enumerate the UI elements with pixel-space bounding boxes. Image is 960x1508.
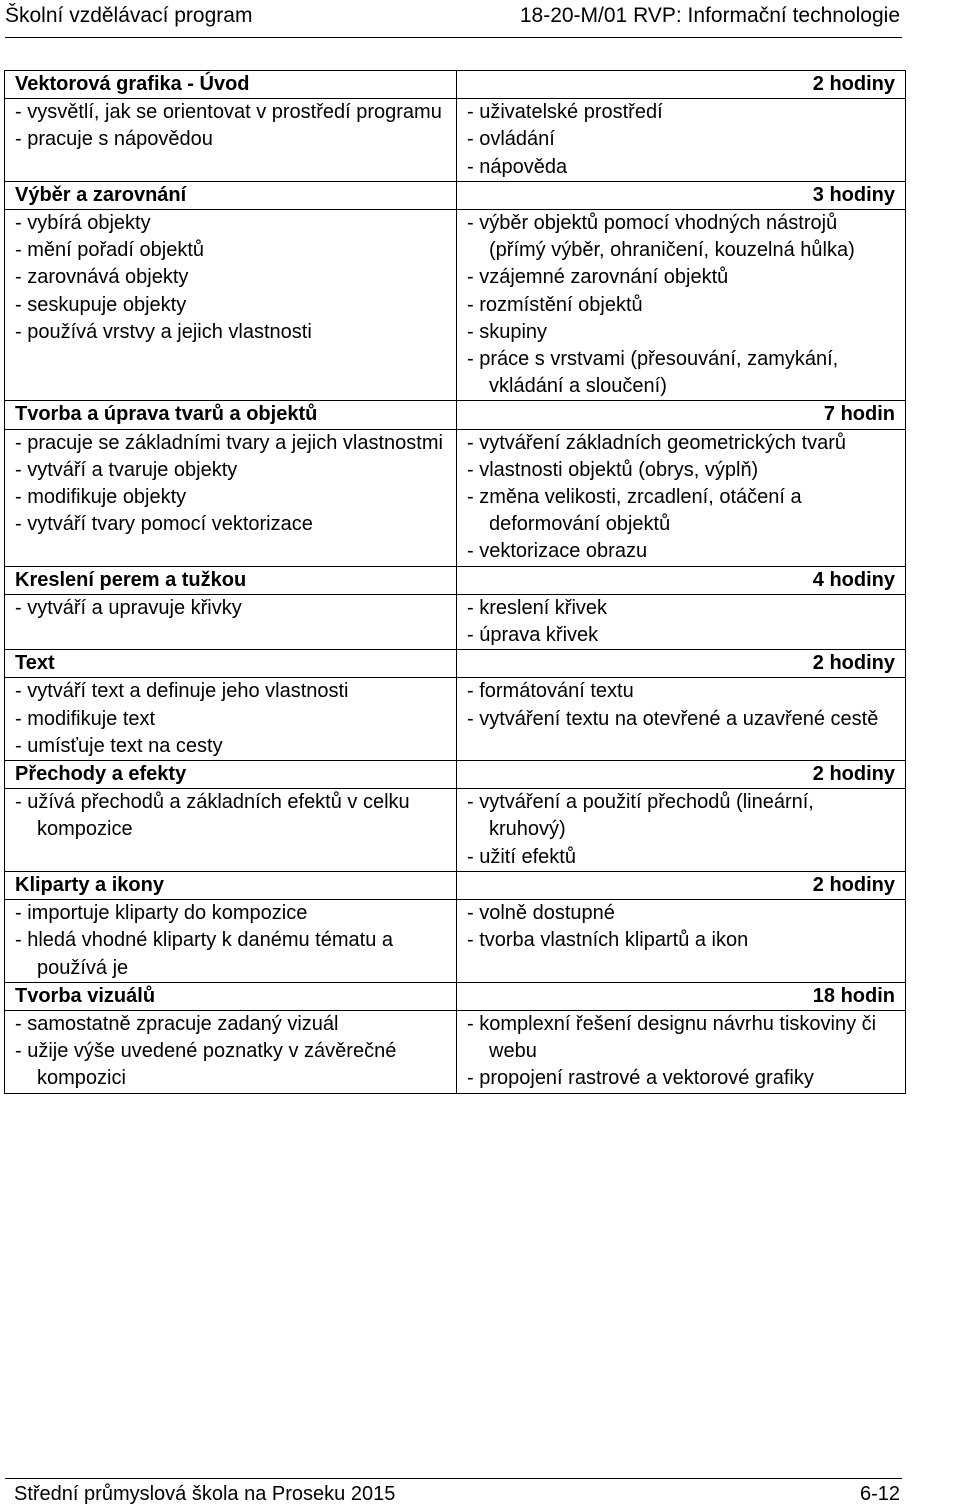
section-title: Vektorová grafika - Úvod <box>5 71 457 99</box>
content-cell <box>457 900 906 983</box>
outcomes-cell <box>5 1010 457 1093</box>
footer-page-number: 6-12 <box>859 1483 900 1505</box>
content-item: - úprava křivek <box>467 624 599 647</box>
outcomes-cell <box>5 789 457 872</box>
header-field-code: 18-20-M/01 RVP: Informační technologie <box>519 4 900 27</box>
content-cell <box>457 678 906 761</box>
section-body-row <box>5 789 906 872</box>
content-item: - vytváření základních geometrických tvarů <box>467 431 847 454</box>
outcome-item: - užije výše uvedené poznatky v závěrečné kompozici <box>15 1040 397 1090</box>
content-item: - vlastnosti objektů (obrys, výplň) <box>467 458 759 481</box>
section-body-row <box>5 99 906 182</box>
section-header-row <box>5 181 906 209</box>
content-item: - ovládání <box>467 128 555 151</box>
section-body-row <box>5 900 906 983</box>
section-body-row <box>5 429 906 566</box>
content-item: - rozmístění objektů <box>467 293 643 316</box>
section-header-row <box>5 401 906 429</box>
content-item: - skupiny <box>467 320 548 343</box>
outcome-item: - pracuje se základními tvary a jejich vlastnostmi <box>15 431 443 454</box>
page-header <box>0 0 960 36</box>
content-cell <box>457 210 906 401</box>
section-title: Text <box>5 650 457 678</box>
section-header-row <box>5 871 906 899</box>
section-hours: 4 hodiny <box>457 566 906 594</box>
content-item: - formátování textu <box>467 680 634 703</box>
content-cell <box>457 1010 906 1093</box>
outcome-item: - používá vrstvy a jejich vlastnosti <box>15 320 312 343</box>
outcome-item: - užívá přechodů a základních efektů v celku kompozice <box>15 791 410 841</box>
section-title: Kliparty a ikony <box>5 871 457 899</box>
section-header-row <box>5 71 906 99</box>
outcome-item: - umísťuje text na cesty <box>15 734 223 757</box>
outcome-item: - pracuje s nápovědou <box>15 128 213 151</box>
section-body-row <box>5 1010 906 1093</box>
content-item: - komplexní řešení designu návrhu tiskoviny či webu <box>467 1012 877 1063</box>
section-header-row <box>5 566 906 594</box>
outcome-item: - vybírá objekty <box>15 212 151 235</box>
content-item: - vzájemné zarovnání objektů <box>467 266 729 289</box>
header-program-title: Školní vzdělávací program <box>5 4 253 27</box>
outcome-item: - modifikuje text <box>15 707 156 730</box>
section-header-row <box>5 650 906 678</box>
outcome-item: - zarovnává objekty <box>15 266 189 289</box>
page-footer <box>0 1478 960 1508</box>
content-item: - nápověda <box>467 155 568 178</box>
outcome-item: - vytváří tvary pomocí vektorizace <box>15 513 313 536</box>
outcome-item: - seskupuje objekty <box>15 293 187 316</box>
section-title: Výběr a zarovnání <box>5 181 457 209</box>
content-item: - užití efektů <box>467 845 576 868</box>
section-body-row <box>5 210 906 401</box>
outcome-item: - mění pořadí objektů <box>15 239 204 262</box>
section-hours: 7 hodin <box>457 401 906 429</box>
section-body-row <box>5 594 906 649</box>
content-item: - vektorizace obrazu <box>467 540 648 563</box>
outcome-item: - importuje kliparty do kompozice <box>15 902 308 925</box>
outcome-item: - vytváří a upravuje křivky <box>15 596 242 619</box>
section-hours: 2 hodiny <box>457 761 906 789</box>
outcome-item: - vysvětlí, jak se orientovat v prostředí programu <box>15 101 442 124</box>
section-title: Přechody a efekty <box>5 761 457 789</box>
section-hours: 2 hodiny <box>457 650 906 678</box>
curriculum-body <box>5 71 906 1094</box>
section-title: Tvorba a úprava tvarů a objektů <box>5 401 457 429</box>
section-hours: 2 hodiny <box>457 871 906 899</box>
outcome-item: - samostatně zpracuje zadaný vizuál <box>15 1012 339 1035</box>
outcome-item: - hledá vhodné kliparty k danému tématu a používá je <box>15 929 393 979</box>
section-header-row <box>5 761 906 789</box>
content-item: - tvorba vlastních klipartů a ikon <box>467 929 749 952</box>
outcomes-cell <box>5 594 457 649</box>
footer-school-name: Střední průmyslová škola na Proseku 2015 <box>14 1483 396 1505</box>
content-cell <box>457 789 906 872</box>
content-item: - práce s vrstvami (přesouvání, zamykání, vkládání a sloučení) <box>467 348 839 398</box>
content-item: - volně dostupné <box>467 902 615 925</box>
section-title: Tvorba vizuálů <box>5 982 457 1010</box>
section-header-row <box>5 982 906 1010</box>
section-hours: 18 hodin <box>457 982 906 1010</box>
outcome-item: - modifikuje objekty <box>15 486 187 509</box>
section-hours: 2 hodiny <box>457 71 906 99</box>
content-item: - propojení rastrové a vektorové grafiky <box>467 1067 814 1090</box>
content-item: - výběr objektů pomocí vhodných nástrojů (přímý výběr, ohraničení, kouzelná hůlka) <box>467 212 855 262</box>
outcomes-cell <box>5 900 457 983</box>
section-title: Kreslení perem a tužkou <box>5 566 457 594</box>
content-item: - kreslení křivek <box>467 596 608 619</box>
section-hours: 3 hodiny <box>457 181 906 209</box>
content-item: - vytváření a použití přechodů (lineární, kruhový) <box>467 791 814 841</box>
content-item: - uživatelské prostředí <box>467 101 663 124</box>
outcomes-cell <box>5 678 457 761</box>
content-cell <box>457 99 906 182</box>
outcome-item: - vytváří a tvaruje objekty <box>15 458 238 481</box>
curriculum-table <box>4 70 906 1094</box>
outcomes-cell <box>5 99 457 182</box>
content-item: - vytváření textu na otevřené a uzavřené cestě <box>467 707 879 730</box>
outcomes-cell <box>5 210 457 401</box>
header-divider <box>5 37 902 38</box>
footer-divider <box>5 1478 902 1479</box>
content-cell <box>457 429 906 566</box>
content-item: - změna velikosti, zrcadlení, otáčení a deformování objektů <box>467 486 802 536</box>
outcomes-cell <box>5 429 457 566</box>
content-cell <box>457 594 906 649</box>
outcome-item: - vytváří text a definuje jeho vlastnosti <box>15 680 349 703</box>
section-body-row <box>5 678 906 761</box>
